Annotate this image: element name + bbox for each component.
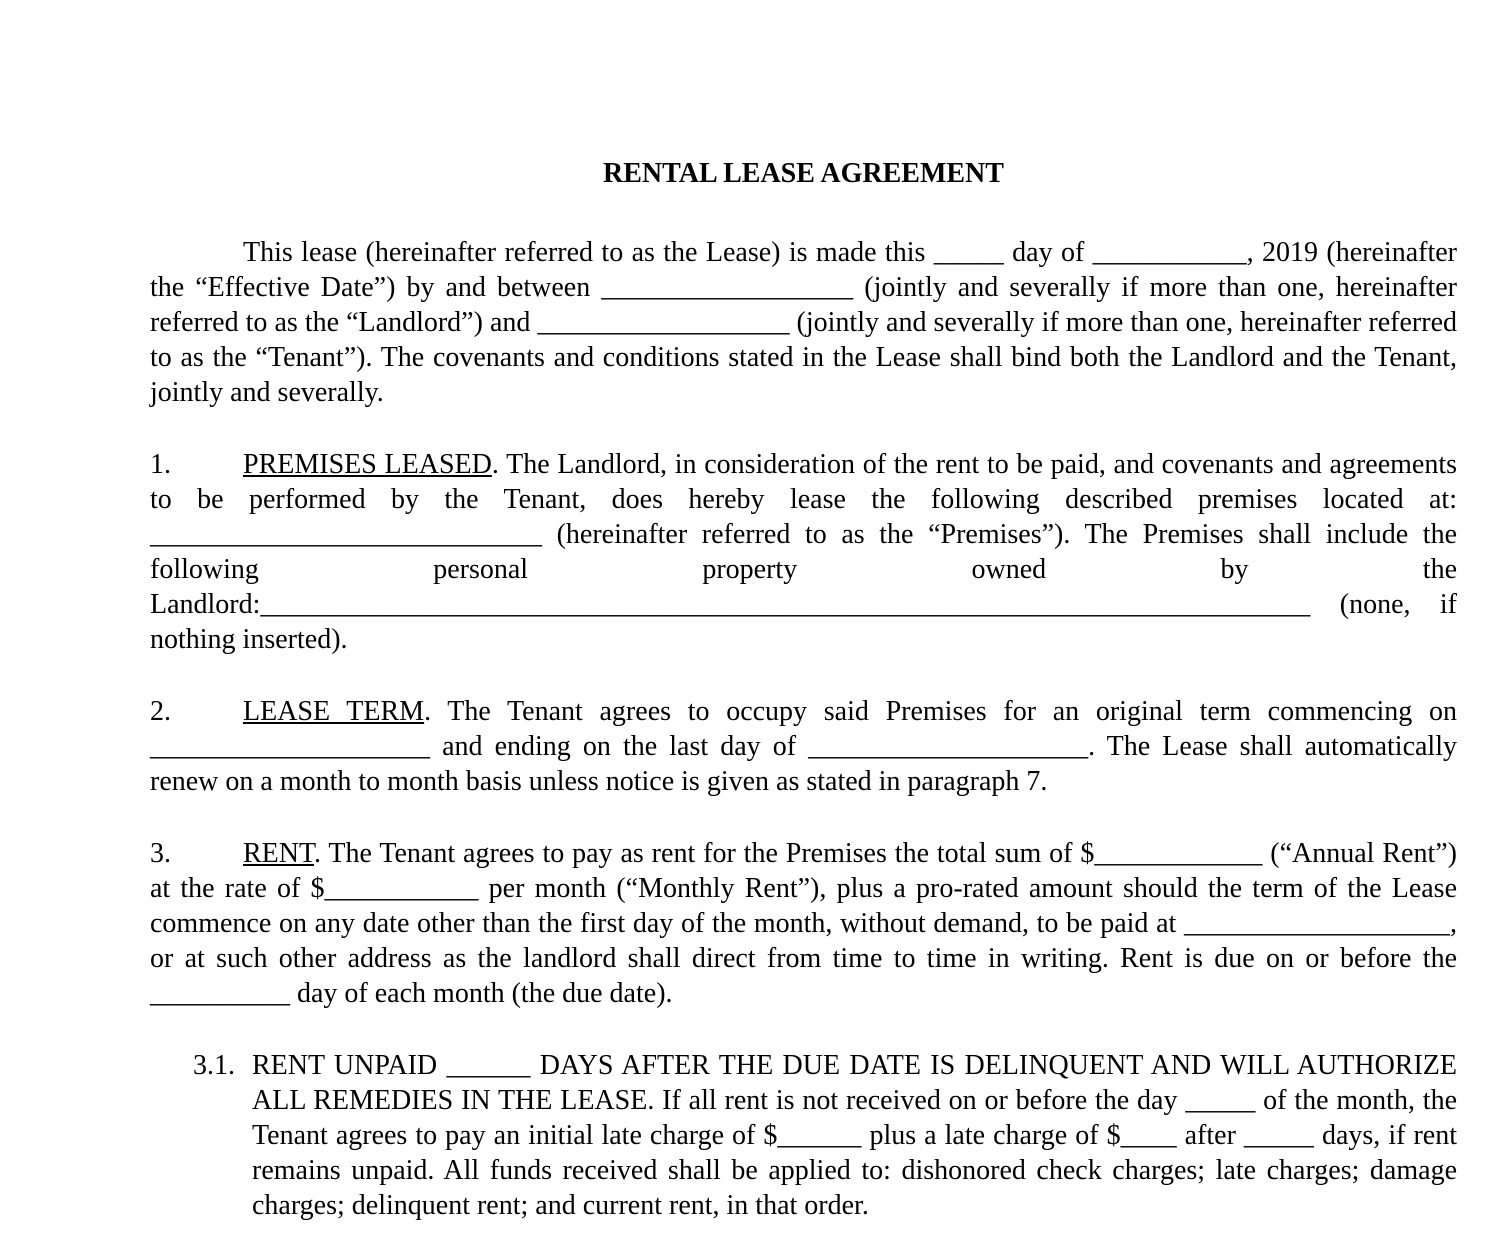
intro-paragraph: This lease (hereinafter referred to as the Lease) is made this _____ day of ___________, 2019 (hereinafter the “Effective Date”) by and between __________________ (jointly and severally if more than one, hereinafter referred to as the “Landlord”) and __________________ (jointly and severally if more than one, hereinafter referred to as the “Tenant”). The covenants and conditions stated in the Lease shall bind both the Landlord and the Tenant, jointly and severally. — [150, 237, 1457, 408]
section-heading: LEASE TERM — [243, 696, 425, 727]
subsection-rent-unpaid — [150, 1048, 1457, 1223]
section-body: . The Landlord, in consideration of the rent to be paid, and covenants and agreements to be performed by the Tenant, does hereby lease the following described premises located at: ____________________________ (hereinafter referred to as the “Premises”). The Premises shall include the following personal property owned by the Landlord:___________________________________________________________________________ (none, if nothing inserted). — [150, 449, 1457, 655]
section-number: 3. — [150, 838, 171, 869]
section-rent — [150, 836, 1457, 1011]
subsection-body: RENT UNPAID ______ DAYS AFTER THE DUE DATE IS DELINQUENT AND WILL AUTHORIZE ALL REMEDIES IN THE LEASE. If all rent is not received on or before the day _____ of the month, the Tenant agrees to pay an initial late charge of $______ plus a late charge of $____ after _____ days, if rent remains unpaid. All funds received shall be applied to: dishonored check charges; late charges; damage charges; delinquent rent; and current rent, in that order. — [252, 1050, 1457, 1221]
section-lease-term — [150, 694, 1457, 799]
subsection-number: 3.1. — [193, 1050, 235, 1081]
section-heading: PREMISES LEASED — [243, 449, 492, 480]
section-body: . The Tenant agrees to pay as rent for the Premises the total sum of $____________ (“Annual Rent”) at the rate of $___________ per month (“Monthly Rent”), plus a pro-rated amount should the term of the Lease commence on any date other than the first day of the month, without demand, to be paid at ___________________, or at such other address as the landlord shall direct from time to time in writing. Rent is due on or before the __________ day of each month (the due date). — [150, 838, 1457, 1009]
section-number: 1. — [150, 449, 171, 480]
section-heading: RENT — [243, 838, 315, 869]
section-body: . The Tenant agrees to occupy said Premises for an original term commencing on ____________________ and ending on the last day of ____________________. The Lease shall automatically renew on a month to month basis unless notice is given as stated in paragraph 7. — [150, 696, 1457, 797]
document-content — [150, 156, 1457, 1223]
document-title: RENTAL LEASE AGREEMENT — [603, 158, 1004, 189]
section-premises-leased — [150, 447, 1457, 657]
section-number: 2. — [150, 696, 171, 727]
